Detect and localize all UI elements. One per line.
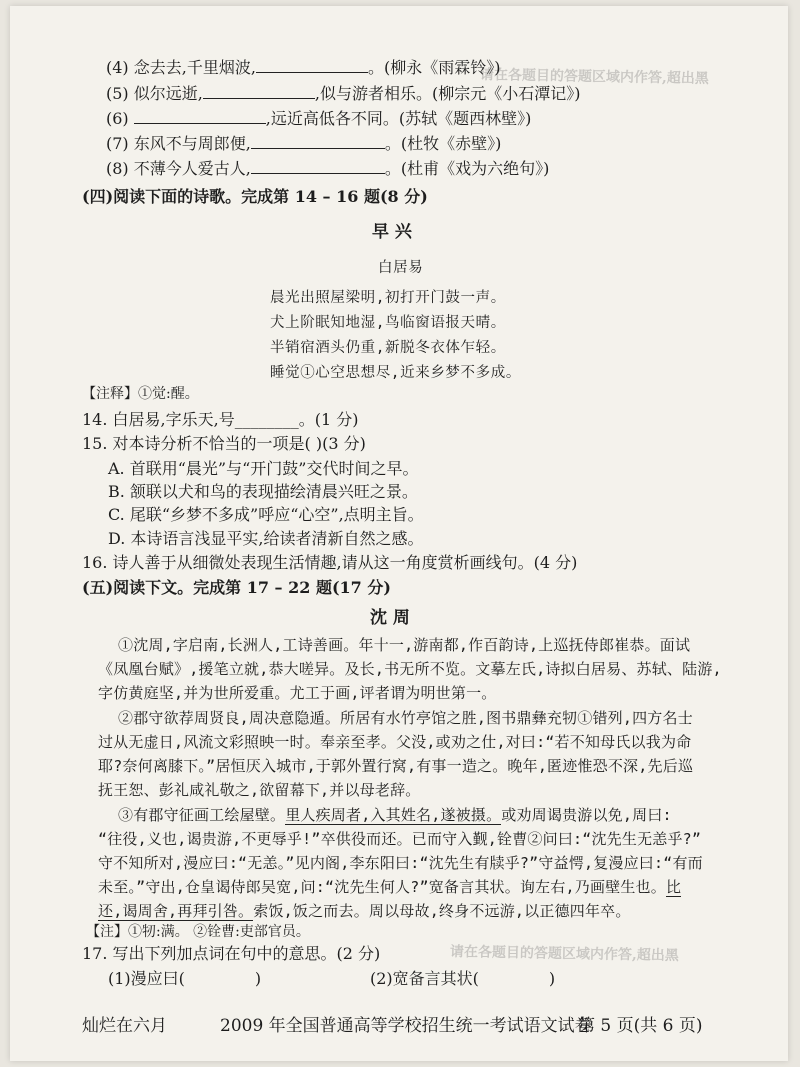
blank-line-4: (4) 念去去,千里烟波, 。(柳永《雨霖铃》) bbox=[106, 58, 501, 77]
poem-line: 犬上阶眠知地湿,鸟临窗语报天晴。 bbox=[270, 315, 506, 331]
option-a[interactable]: A. 首联用“晨光”与“开门鼓”交代时间之早。 bbox=[108, 459, 419, 478]
footer-page-number: 第 5 页(共 6 页) bbox=[578, 1016, 703, 1036]
passage-title: 沈 周 bbox=[370, 608, 410, 628]
passage-line: ③有郡守征画工绘屋壁。里人疾周者,入其姓名,遂被摄。或劝周谒贵游以免,周曰: bbox=[118, 806, 672, 824]
answer-blank-6[interactable] bbox=[134, 107, 266, 124]
answer-blank-7[interactable] bbox=[251, 132, 385, 149]
question-17-1: (1)漫应曰( ) bbox=[108, 969, 262, 988]
blank-line-7: (7) 东风不与周郎便, 。(杜牧《赤壁》) bbox=[106, 134, 502, 153]
blank-line-6: (6) ,远近高低各不同。(苏轼《题西林壁》) bbox=[106, 109, 532, 128]
passage-line: 过从无虚日,风流文彩照映一时。奉亲至孝。父没,或劝之仕,对曰:“若不知母氏以我为命 bbox=[98, 733, 692, 751]
answer-blank-5[interactable] bbox=[203, 82, 315, 99]
question-16: 16. 诗人善于从细微处表现生活情趣,请从这一角度赏析画线句。(4 分) bbox=[82, 553, 578, 572]
option-c[interactable]: C. 尾联“乡梦不多成”呼应“心空”,点明主旨。 bbox=[108, 505, 424, 524]
question-17: 17. 写出下列加点词在句中的意思。(2 分) bbox=[82, 944, 381, 963]
passage-line: 耶?奈何离膝下。”居恒厌入城市,于郭外置行窝,有事一造之。晚年,匿迹惟恐不深,先后巡 bbox=[98, 757, 694, 775]
footer-center: 2009 年全国普通高等学校招生统一考试语文试卷 bbox=[220, 1016, 592, 1036]
passage-line: 字仿黄庭坚,并为世所爱重。尤工于画,评者谓为明世第一。 bbox=[98, 684, 497, 702]
answer-blank-4[interactable] bbox=[256, 56, 368, 73]
poem-title: 早 兴 bbox=[372, 222, 412, 242]
poem-line: 半销宿酒头仍重,新脱冬衣体乍轻。 bbox=[270, 340, 506, 356]
passage-line: “往役,义也,谒贵游,不更辱乎!”卒供役而还。已而守入觐,铨曹②问曰:“沈先生无恙乎?” bbox=[98, 830, 702, 848]
answer-blank-8[interactable] bbox=[251, 157, 385, 174]
poem-line: 睡觉①心空思想尽,近来乡梦不多成。 bbox=[270, 365, 521, 381]
poem-author: 白居易 bbox=[378, 260, 424, 276]
poem-line: 晨光出照屋梁明,初打开门鼓一声。 bbox=[270, 290, 506, 306]
option-d[interactable]: D. 本诗语言浅显平实,给读者清新自然之感。 bbox=[108, 529, 424, 548]
bleed-through-top: 请在各题目的答题区域内作答,超出黑 bbox=[479, 67, 709, 87]
blank-line-8: (8) 不薄今人爱古人, 。(杜甫《戏为六绝句》) bbox=[106, 159, 550, 178]
question-17-2: (2)宽备言其状( ) bbox=[370, 969, 556, 988]
blank-line-5: (5) 似尔远逝, ,似与游者相乐。(柳宗元《小石潭记》) bbox=[106, 84, 581, 103]
passage-line: ②郡守欲荐周贤良,周决意隐遁。所居有水竹亭馆之胜,图书鼎彝充牣①错列,四方名士 bbox=[118, 709, 693, 727]
passage-line: 未至。”守出,仓皇谒侍郎吴宽,问:“沈先生何人?”宽备言其状。询左右,乃画壁生也。比 bbox=[98, 878, 682, 896]
passage-line: ①沈周,字启南,长洲人,工诗善画。年十一,游南都,作百韵诗,上巡抚侍郎崔恭。面试 bbox=[118, 636, 691, 654]
poem-note: 【注释】①觉:醒。 bbox=[82, 386, 199, 402]
option-b[interactable]: B. 颔联以犬和鸟的表现描绘清晨兴旺之景。 bbox=[108, 482, 418, 501]
question-14: 14. 白居易,字乐天,号________。(1 分) bbox=[82, 410, 359, 429]
passage-line: 守不知所对,漫应曰:“无恙。”见内阁,李东阳曰:“沈先生有牍乎?”守益愕,复漫应曰:“有而 bbox=[98, 854, 703, 872]
underlined-sentence: 比 bbox=[665, 878, 682, 896]
passage-line: 《凤凰台赋》,援笔立就,恭大嗟异。及长,书无所不览。文摹左氏,诗拟白居易、苏轼、陆游, bbox=[98, 660, 722, 678]
footer-left: 灿烂在六月 bbox=[82, 1016, 167, 1036]
passage-note: 【注】①牣:满。 ②铨曹:吏部官员。 bbox=[86, 924, 310, 940]
section-4-heading: (四)阅读下面的诗歌。完成第 14 – 16 题(8 分) bbox=[82, 187, 428, 206]
passage-line: 还,谒周舍,再拜引咎。索饭,饭之而去。周以母故,终身不远游,以正德四年卒。 bbox=[98, 902, 631, 920]
underlined-sentence: 里人疾周者,入其姓名,遂被摄。 bbox=[285, 806, 502, 824]
exam-page bbox=[10, 6, 788, 1061]
question-15: 15. 对本诗分析不恰当的一项是( )(3 分) bbox=[82, 434, 366, 453]
passage-line: 抚王恕、彭礼咸礼敬之,欲留幕下,并以母老辞。 bbox=[98, 781, 421, 799]
section-5-heading: (五)阅读下文。完成第 17 – 22 题(17 分) bbox=[82, 578, 391, 597]
underlined-sentence: 还,谒周舍,再拜引咎。 bbox=[98, 902, 254, 920]
bleed-through-bottom: 请在各题目的答题区域内作答,超出黑 bbox=[449, 944, 679, 964]
